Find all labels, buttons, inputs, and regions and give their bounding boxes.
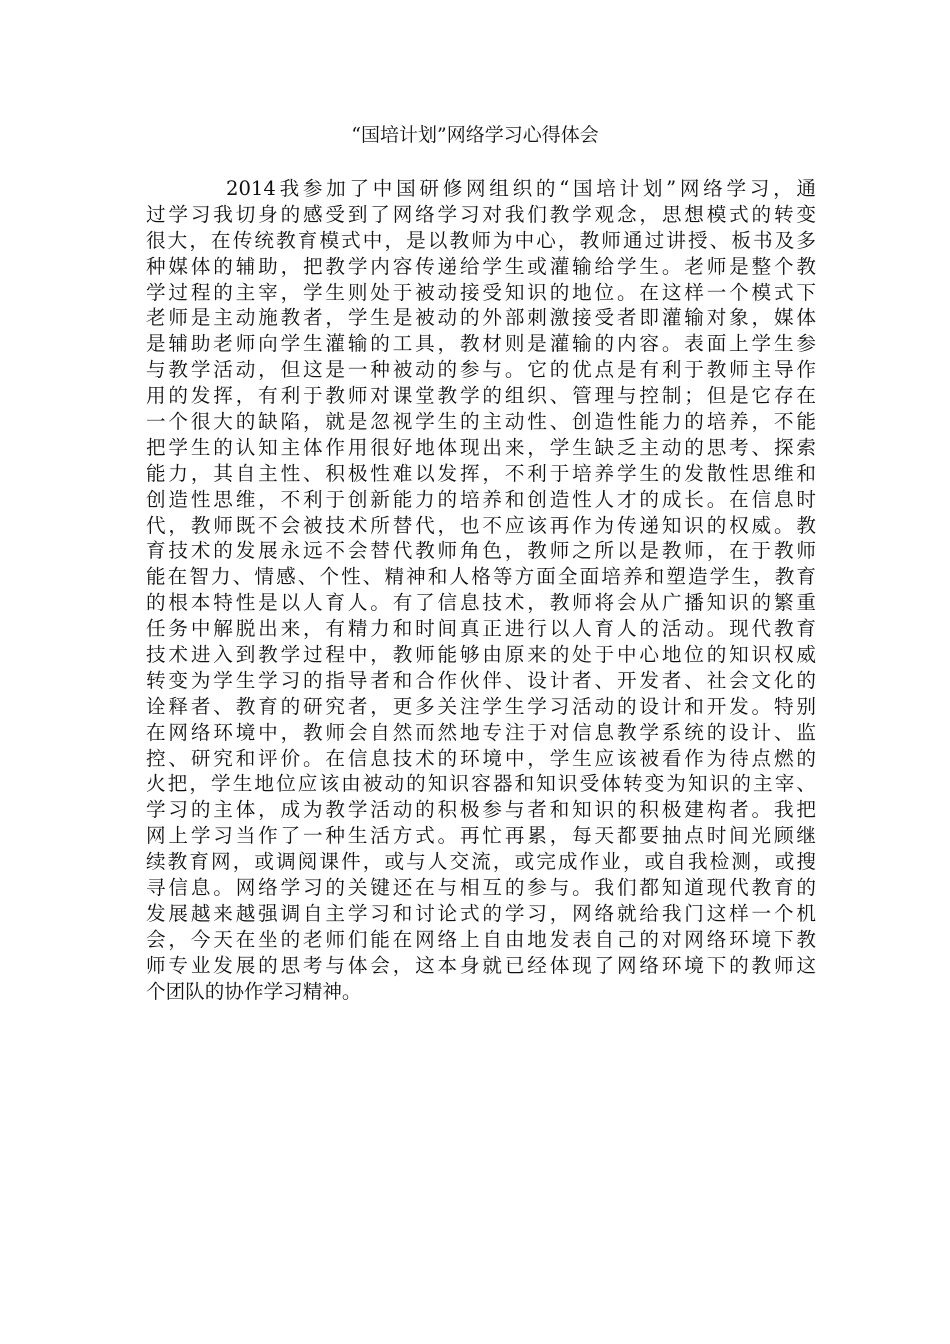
document-body [146, 176, 816, 1005]
body-line: 个团队的协作学习精神。 [146, 979, 362, 1003]
body-line: 火把，学生地位应该由被动的知识容器和知识受体转变为知识的主宰、 [146, 772, 816, 796]
body-line: 学过程的主宰，学生则处于被动接受知识的地位。在这样一个模式下 [146, 280, 816, 304]
body-line: 与教学活动，但这是一种被动的参与。它的优点是有利于教师主导作 [146, 358, 816, 382]
body-line: 会，今天在坐的老师们能在网络上自由地发表自己的对网络环境下教 [146, 927, 816, 951]
body-line: 能力，其自主性、积极性难以发挥，不利于培养学生的发散性思维和 [146, 461, 816, 485]
body-line: 师专业发展的思考与体会，这本身就已经体现了网络环境下的教师这 [146, 953, 816, 977]
document-title: “国培计划”网络学习心得体会 [351, 124, 599, 146]
body-line: 老师是主动施教者，学生是被动的外部刺激接受者即灌输对象，媒体 [146, 306, 816, 330]
body-line: 2014我参加了中国研修网组织的“国培计划”网络学习，通 [226, 177, 816, 200]
body-line: 控、研究和评价。在信息技术的环境中，学生应该被看作为待点燃的 [146, 746, 816, 770]
body-line: 能在智力、情感、个性、精神和人格等方面全面培养和塑造学生，教育 [146, 565, 816, 589]
body-line: 种媒体的辅助，把教学内容传递给学生或灌输给学生。老师是整个教 [146, 254, 816, 278]
body-line: 在网络环境中，教师会自然而然地专注于对信息教学系统的设计、监 [146, 720, 816, 744]
body-line: 发展越来越强调自主学习和讨论式的学习，网络就给我门这样一个机 [146, 901, 816, 925]
body-line: 续教育网，或调阅课件，或与人交流，或完成作业，或自我检测，或搜 [146, 850, 816, 874]
body-line: 把学生的认知主体作用很好地体现出来，学生缺乏主动的思考、探索 [146, 435, 816, 459]
body-line: 育技术的发展永远不会替代教师角色，教师之所以是教师，在于教师 [146, 539, 816, 563]
body-line: 过学习我切身的感受到了网络学习对我们教学观念，思想模式的转变 [146, 202, 816, 226]
body-line: 技术进入到教学过程中，教师能够由原来的处于中心地位的知识权威 [146, 643, 816, 667]
body-line: 转变为学生学习的指导者和合作伙伴、设计者、开发者、社会文化的 [146, 668, 816, 692]
body-line: 创造性思维，不利于创新能力的培养和创造性人才的成长。在信息时 [146, 487, 816, 511]
body-line: 任务中解脱出来，有精力和时间真正进行以人育人的活动。现代教育 [146, 617, 816, 641]
body-line: 很大，在传统教育模式中，是以教师为中心，教师通过讲授、板书及多 [146, 228, 816, 252]
body-line: 网上学习当作了一种生活方式。再忙再累，每天都要抽点时间光顾继 [146, 824, 816, 848]
body-line: 用的发挥，有利于教师对课堂教学的组织、管理与控制；但是它存在 [146, 384, 816, 408]
body-line: 的根本特性是以人育人。有了信息技术，教师将会从广播知识的繁重 [146, 591, 816, 615]
body-line: 代，教师既不会被技术所替代，也不应该再作为传递知识的权威。教 [146, 513, 816, 537]
body-line: 一个很大的缺陷，就是忽视学生的主动性、创造性能力的培养，不能 [146, 410, 816, 434]
body-line: 是辅助老师向学生灌输的工具，教材则是灌输的内容。表面上学生参 [146, 332, 816, 356]
body-line: 学习的主体，成为教学活动的积极参与者和知识的积极建构者。我把 [146, 798, 816, 822]
body-line: 诠释者、教育的研究者，更多关注学生学习活动的设计和开发。特别 [146, 694, 816, 718]
body-line: 寻信息。网络学习的关键还在与相互的参与。我们都知道现代教育的 [146, 876, 816, 900]
